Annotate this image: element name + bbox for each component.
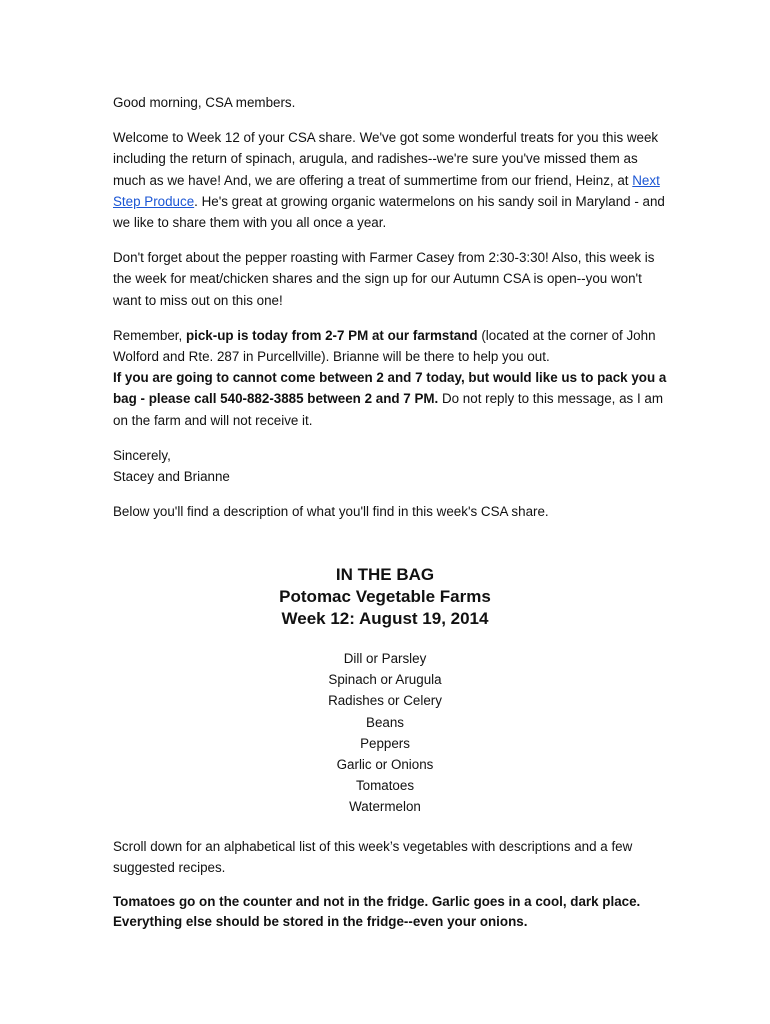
footer-notes	[113, 836, 673, 946]
signoff-closing: Sincerely,	[113, 447, 171, 463]
below-description: Below you'll find a description of what you'll find in this week's CSA share.	[113, 504, 549, 520]
pickup-paragraph	[113, 325, 673, 431]
in-the-bag-heading	[0, 564, 770, 630]
list-item: Garlic or Onions	[336, 757, 434, 773]
heading-week-date: Week 12: August 19, 2014	[281, 609, 489, 628]
list-item: Radishes or Celery	[328, 693, 442, 709]
next-step-produce-link[interactable]: Next Step Produce	[113, 172, 660, 209]
welcome-text-end: . He's great at growing organic watermelons on his sandy soil in Maryland - and we like to share them with you all once a year.	[113, 193, 665, 231]
scroll-down-note: Scroll down for an alphabetical list of this week’s vegetables with descriptions and a few suggested recipes.	[113, 839, 633, 876]
welcome-paragraph	[113, 127, 673, 233]
greeting: Good morning, CSA members.	[113, 95, 296, 110]
signoff	[113, 445, 673, 487]
list-item: Spinach or Arugula	[328, 672, 442, 688]
pickup-time-highlight: pick-up is today from 2-7 PM at our farmstand	[185, 327, 478, 343]
list-item: Watermelon	[349, 799, 421, 815]
heading-title: IN THE BAG	[335, 565, 435, 584]
signoff-names: Stacey and Brianne	[113, 469, 230, 485]
storage-note: Tomatoes go on the counter and not in the fridge. Garlic goes in a cool, dark place. Everything else should be stored in the fridge--even your onions.	[113, 894, 641, 930]
share-item-list	[0, 648, 770, 818]
reminder-paragraph: Don't forget about the pepper roasting with Farmer Casey from 2:30-3:30! Also, this week is the week for meat/chicken shares and the sign up for our Autumn CSA is open--you won't want to miss out on this one!	[113, 250, 655, 308]
list-item: Beans	[366, 714, 404, 730]
do-not-reply-note: Do not reply to this message, as I am on the farm and will not receive it.	[113, 391, 664, 428]
list-item: Peppers	[360, 735, 410, 751]
welcome-text-start: Welcome to Week 12 of your CSA share. We've got some wonderful treats for you this week including the return of spinach, arugula, and radishes--we're sure you've missed them as much as we have! And, we are offering a treat of summertime from our friend, Heinz, at	[113, 130, 659, 188]
heading-farm-name: Potomac Vegetable Farms	[279, 587, 491, 606]
list-item: Dill or Parsley	[343, 651, 427, 666]
email-body	[113, 92, 673, 522]
pack-bag-instructions: If you are going to cannot come between 2 and 7 today, but would like us to pack you a bag - please call 540-882-3885 between 2 and 7 PM.	[113, 370, 667, 407]
pickup-lead: Remember,	[113, 327, 186, 343]
pickup-location: (located at the corner of John Wolford and Rte. 287 in Purcellville). Brianne will be there to help you out.	[113, 327, 656, 365]
list-item: Tomatoes	[355, 778, 415, 794]
